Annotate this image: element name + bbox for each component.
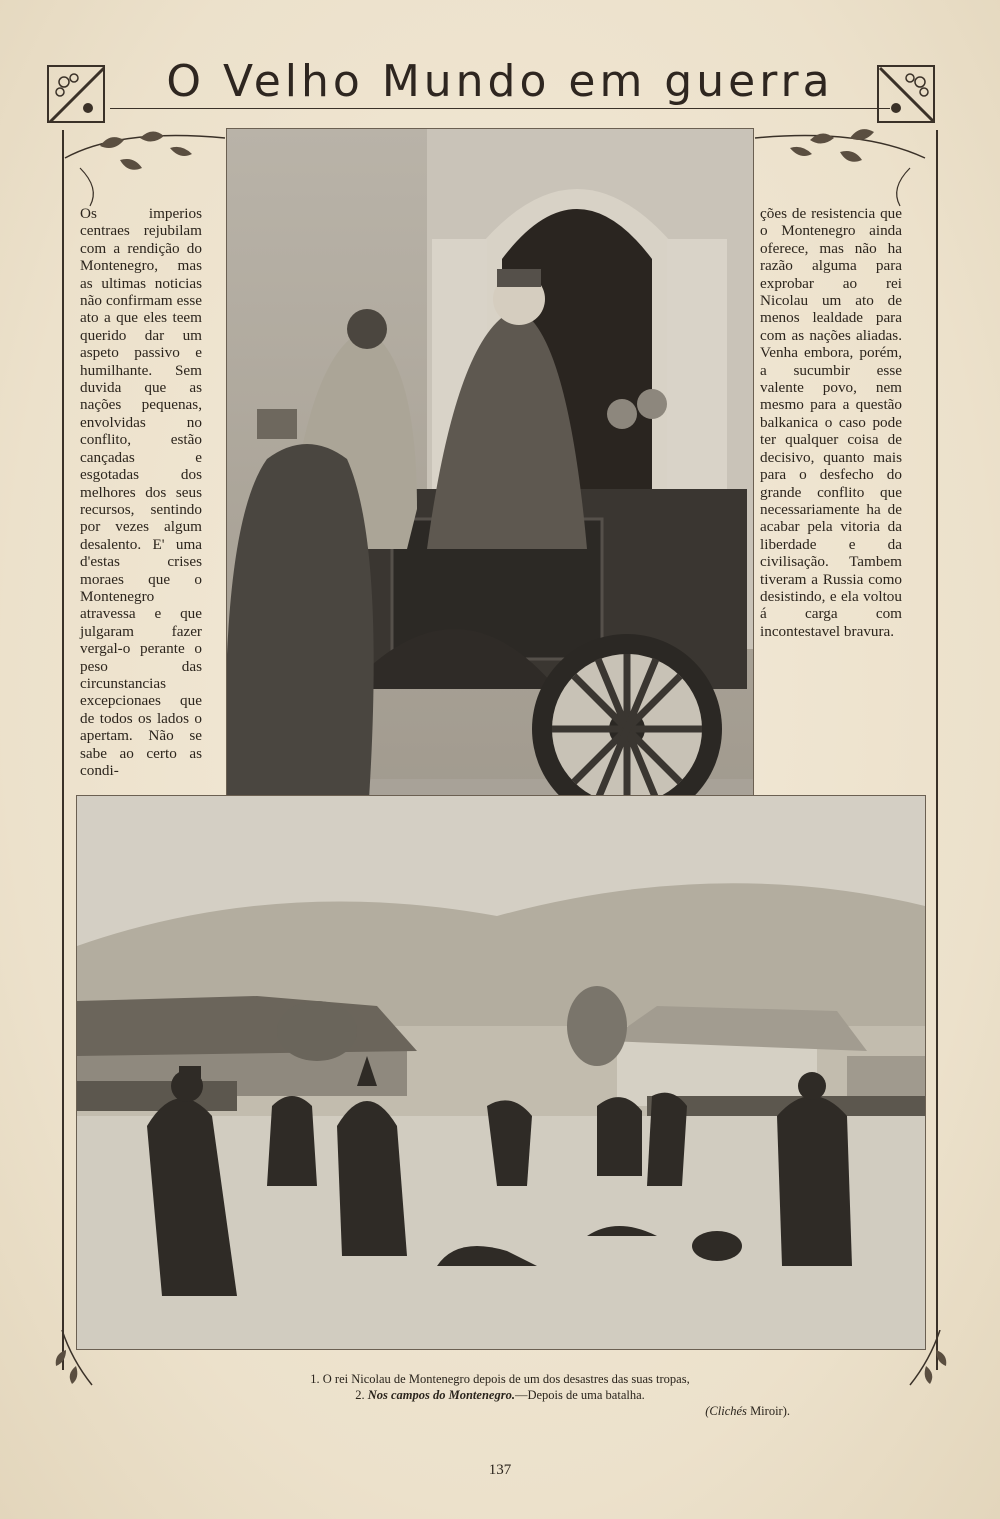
caption-2-title: Nos campos do Montenegro. <box>367 1388 515 1402</box>
left-column-text: Os imperios centraes rejubilam com a rendição do Montenegro, mas as ultimas noticias não confirmam esse ato a que eles teem querido dar um aspeto passivo e humilhante. Sem duvida que as nações pequenas, envolvidas no conflito, estão cançadas e esgotadas dos melhores dos seus recursos, sentindo por vezes algum desalento. E' uma d'estas crises moraes que o Montenegro atravessa e que julgaram fazer vergal-o perante o peso das circunstancias excepcionaes que de todos os lados o apertam. Não se sabe ao certo as condi- <box>80 205 202 779</box>
article-left-column <box>80 205 202 779</box>
right-column-text: ções de resistencia que o Montenegro ainda oferece, mas não ha razão alguma para exprobar ao rei Nicolau um ato de menos lealdade para com as nações aliadas. Venha embora, porém, a sucumbir esse valente povo, nem mesmo para a questão balkanica o caso pode ter qualquer coisa de decisivo, quanto mais para o desfecho do grande conflito que necessariamente ha de acabar pela vitoria da liberdade e da civilisação. Tambem tiveram a Russia como desistindo, e ela voltou á carga com incontestavel bravura. <box>760 205 902 640</box>
leaf-ornament-left-icon <box>60 118 230 208</box>
credit-rest: Miroir). <box>746 1404 790 1418</box>
photo-king-nicolau <box>226 128 754 900</box>
credit-italic: (Clichés <box>705 1404 747 1418</box>
leaf-ornament-right-icon <box>750 118 930 208</box>
photo-credit <box>650 1404 790 1419</box>
page-number: 137 <box>488 1462 512 1478</box>
photo-battlefield <box>76 795 926 1350</box>
frame-left-border <box>62 130 64 1370</box>
page-title: O Velho Mundo em guerra <box>166 56 834 107</box>
caption-2-rest: —Depois de uma batalha. <box>514 1388 645 1402</box>
frame-right-border <box>936 130 938 1370</box>
frame-top-rule <box>110 108 890 109</box>
article-right-column <box>760 205 902 640</box>
photo-captions <box>200 1371 800 1403</box>
caption-1: 1. O rei Nicolau de Montenegro depois de um dos desastres das suas tropas, <box>310 1372 690 1386</box>
caption-2-number: 2. <box>355 1388 365 1402</box>
caption-2 <box>200 1387 800 1403</box>
